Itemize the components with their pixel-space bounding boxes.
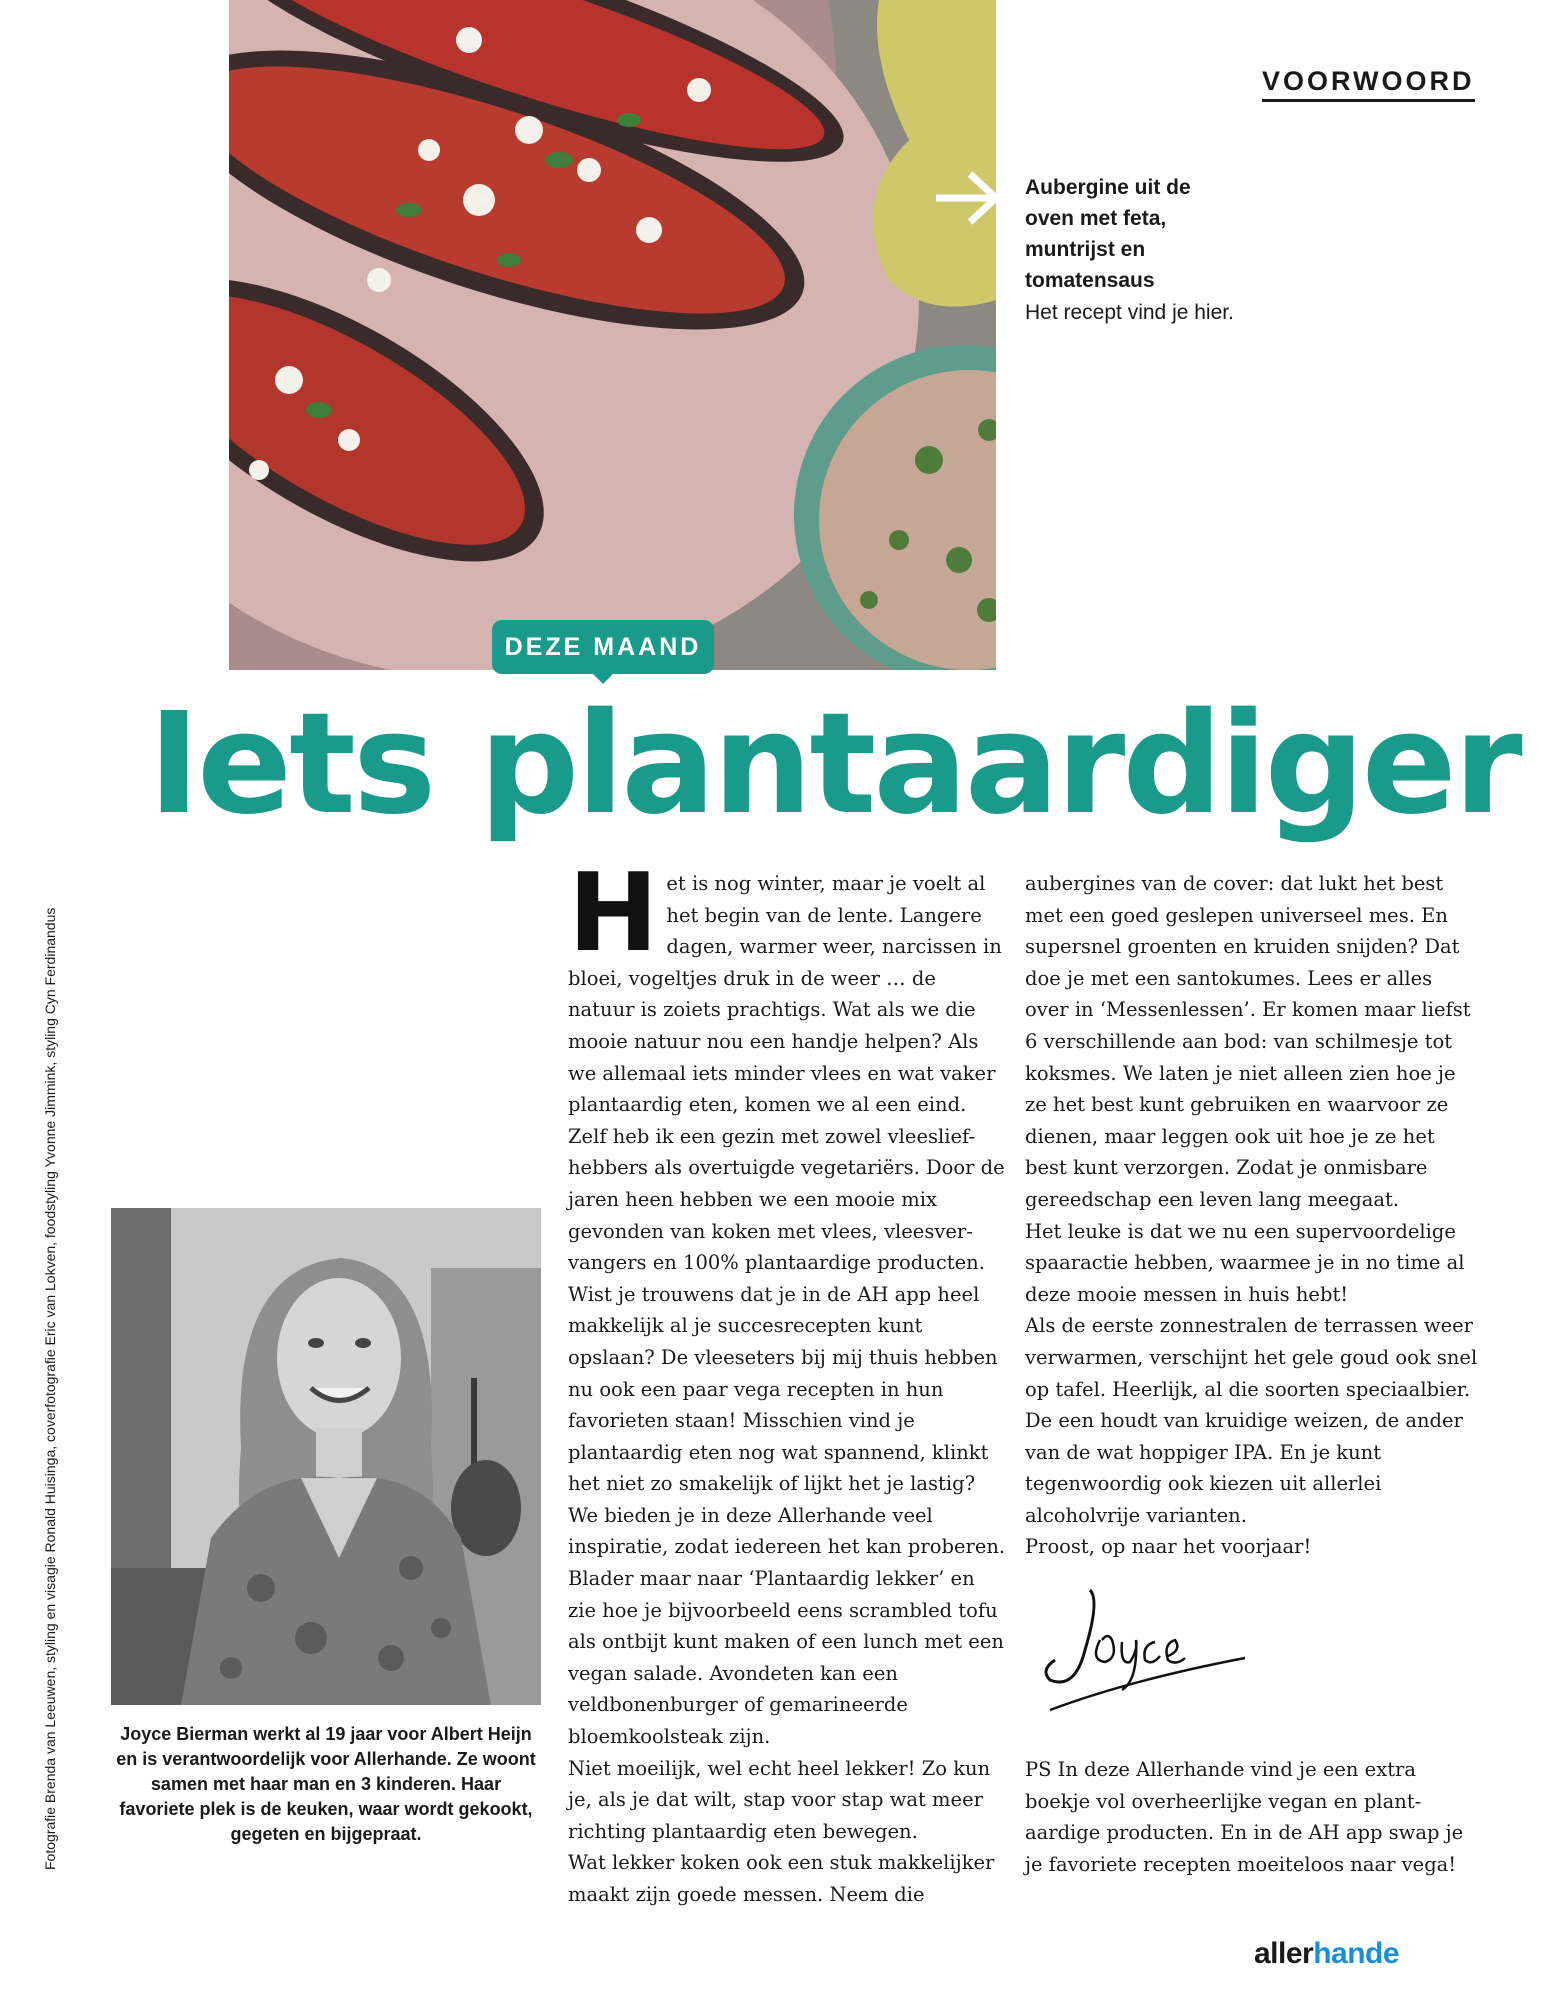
signature — [1030, 1570, 1270, 1730]
page-title: Iets plantaardiger — [148, 683, 1520, 846]
body-column-2 — [1025, 868, 1480, 1563]
body-column-1 — [568, 851, 1008, 1911]
photo-caption-title: Aubergine uit de oven met feta, muntrijst en tomatensaus — [1025, 176, 1191, 292]
body-paragraph: Niet moeilijk, wel echt heel lekker! Zo kun je, als je dat wilt, stap voor stap wat meer richting plantaardig eten bewegen. — [568, 1756, 991, 1843]
body-paragraph: Proost, op naar het voorjaar! — [1025, 1535, 1312, 1559]
author-bio: Joyce Bierman werkt al 19 jaar voor Albert Heijn en is verantwoordelijk voor Allerhande. Ze woont samen met haar man en 3 kinderen. Haar favoriete plek is de keuken, waar wordt gekookt, gegeten en bijgepraat. — [116, 1724, 536, 1844]
body-paragraph: Het leuke is dat we nu een supervoordelige spaaractie hebben, waarmee je in no time al deze mooie messen in huis hebt! — [1025, 1219, 1465, 1306]
photo-credit-wrap — [40, 790, 80, 1870]
photo-caption-link[interactable]: Het recept vind je hier. — [1025, 301, 1234, 324]
photo-credit: Fotografie Brenda van Leeuwen, styling en visagie Ronald Huisinga, coverfotografie Eric van Lokven, foodstyling Yvonne Jimmink, styling Cyn Ferdinandus — [42, 907, 58, 1870]
arrow-right-icon — [934, 168, 1004, 228]
author-portrait — [111, 1208, 541, 1705]
month-tag: DEZE MAAND — [492, 620, 714, 674]
body-paragraph: aubergines van de cover: dat lukt het best met een goed geslepen universeel mes. En supersnel groenten en kruiden snijden? Dat doe je met een santokumes. Lees er alles over in ‘Messenlessen’. Er komen maar liefst 6 verschillende aan bod: van schilmesje tot koksmes. We laten je niet alleen zien hoe je ze het best kunt gebruiken en waarvoor ze dienen, maar leggen ook uit hoe je ze het best kunt verzorgen. Zodat je onmisbare gereedschap een leven lang meegaat. — [1025, 872, 1471, 1211]
brand-logo — [1254, 1937, 1399, 1971]
body-paragraph — [568, 851, 1008, 1753]
postscript: PS In deze Allerhande vind je een extra boekje vol overheerlijke vegan en plant-aardige producten. En in de AH app swap je je favoriete recepten moeiteloos naar vega! — [1025, 1758, 1464, 1876]
hero-photo — [229, 0, 996, 670]
brand-logo-part2: hande — [1313, 1937, 1400, 1970]
drop-cap: H — [568, 851, 659, 976]
section-label: VOORWOORD — [1262, 66, 1475, 102]
brand-logo-part1: aller — [1254, 1937, 1314, 1970]
body-text: et is nog winter, maar je voelt al het begin van de lente. Langere dagen, warmer weer, narcissen in bloei, vogeltjes druk in de weer … de natuur is zoiets prachtigs. Wat als we die mooie natuur nou een handje helpen? Als we allemaal iets minder vlees en wat vaker plantaardig eten, komen we al een eind. Zelf heb ik een gezin met zowel vleeslief-hebbers als overtuigde vegetariërs. Door de jaren heen hebben we een mooie mix gevonden van koken met vlees, vleesver-vangers en 100% plantaardige producten. Wist je trouwens dat je in de AH app heel makkelijk al je succesrecepten kunt opslaan? De vleeseters bij mij thuis hebben nu ook een paar vega recepten in hun favorieten staan! Misschien vind je plantaardig eten nog wat spannend, klinkt het niet zo smakelijk of lijkt het je lastig? We bieden je in deze Allerhande veel inspiratie, zodat iedereen het kan proberen. Blader maar naar ‘Plantaardig lekker’ en zie hoe je bijvoorbeeld eens scrambled tofu als ontbijt kunt maken of een lunch met een vegan salade. Avondeten kan een veldbonenburger of gemarineerde bloemkoolsteak zijn. — [568, 872, 1006, 1749]
body-paragraph: Als de eerste zonnestralen de terrassen weer verwarmen, verschijnt het gele goud ook snel op tafel. Heerlijk, al die soorten speciaalbier. De een houdt van kruidige weizen, de ander van de wat hoppiger IPA. En je kunt tegenwoordig ook kiezen uit allerlei alcoholvrije varianten. — [1025, 1314, 1478, 1527]
body-paragraph: Wat lekker koken ook een stuk makkelijker maakt zijn goede messen. Neem die — [568, 1851, 995, 1906]
